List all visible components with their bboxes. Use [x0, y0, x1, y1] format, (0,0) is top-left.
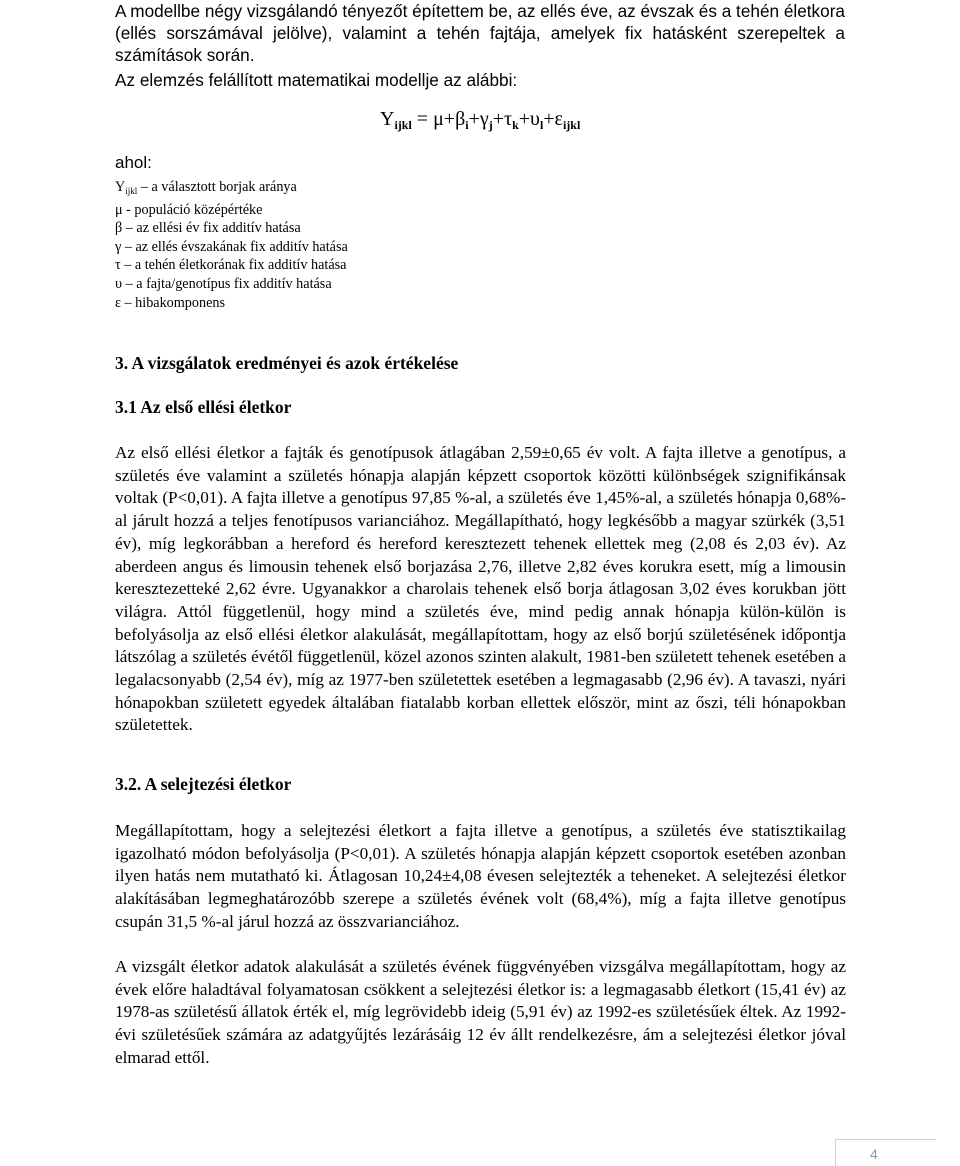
legend-item: γ – az ellés évszakának fix additív hatása: [115, 238, 348, 255]
formula-lhs: Y: [380, 108, 395, 130]
subsection-3-1-text: Az első ellési életkor a fajták és genotípusok átlagában 2,59±0,65 év volt. A fajta illetve a genotípus, a születés éve valamint a születés hónapja alapján képzett csoportok közötti különbségek szignifikánsak voltak (P<0,01). A fajta illetve a genotípus 97,85 %-al, a születés éve 1,45%-al, a születés hónapja 0,68%-al járult hozzá a teljes fenotípusos varianciához. Megállapítható, hogy legkésőbb a magyar szürkék (3,51 év), míg legkorábban a hereford és hereford keresztezett tehenek ellettek meg (2,08 és 2,03 év). Az aberdeen angus és limousin tehenek első borjazása 2,76, illetve 2,82 éves korukra esett, míg a limousin keresztezetteké 2,62 évre. Ugyanakkor a charolais tehenek első borja átlagosan 3,02 éves korukban jött világra. Attól függetlenül, hogy mind a születés éve, mind pedig annak hónapja külön-külön is befolyásolja az első ellési életkor alakulását, megállapítottam, hogy az első borjú születésének időpontja látszólag a születés évétől függetlenül, közel azonos szinten alakult, 1981-ben született tehenek esetében a legalacsonyabb (2,54 év), míg az 1977-ben születettek esetében a legmagasabb (2,96 év). A tavaszi, nyári hónapokban született egyedek általában fiatalabb korban ellettek először, mint az őszi, téli hónapokban születettek.: [115, 443, 846, 735]
legend-item: τ – a tehén életkorának fix additív hatása: [115, 257, 347, 274]
legend-item: μ - populáció középértéke: [115, 201, 263, 218]
subsection-3-2-paragraph: A vizsgált életkor adatok alakulását a születés évének függvényében vizsgálva megállapítottam, hogy az évek előre haladtával folyamatosan csökkent a selejtezési életkor is: a legmagasabb életkort (15,41 év) az 1978-as születésű állatok érték el, míg legrövidebb ideig (5,91 év) az 1992-es születésűek éltek. Az 1992-évi születésűek számára az adatgyűjtés lezárásáig 12 év állt rendelkezésre, ám a selejtezési életkor jóval elmarad ettől.: [115, 957, 846, 1067]
legend-item: υ – a fajta/genotípus fix additív hatása: [115, 275, 332, 292]
where-label: ahol:: [115, 153, 152, 172]
legend-item: ε – hibakomponens: [115, 294, 225, 311]
model-formula: $Y_{ijkl} = \mu+\beta_i+\gamma_j+\tau_k+\upsilon_l+\varepsilon_{ijkl}$: [380, 108, 581, 132]
subsection-3-2-paragraph: Megállapítottam, hogy a selejtezési életkort a fajta illetve a genotípus, a születés éve statisztikailag igazolható módon befolyásolja (P<0,01). A születés hónapja alapján képzett csoportok esetében azonban ilyen hatás nem mutatható ki. Átlagosan 10,24±4,08 évesen selejtezték a teheneket. A selejtezési életkor alakításában legmeghatározóbb szerepe a születés évének volt (68,4%), míg a fajta illetve genotípus csupán 31,5 %-al járul hozzá az összvarianciához.: [115, 821, 846, 931]
legend-item: $Y_{ijkl}$ – a választott borjak aránya: [115, 179, 297, 196]
subsection-heading: 3.2. A selejtezési életkor: [115, 774, 292, 794]
intro-paragraph: A modellbe négy vizsgálandó tényezőt építettem be, az ellés éve, az évszak és a tehén életkora (ellés sorszámával jelölve), valamint a tehén fajtája, amelyek fix hatásként szerepeltek a számítások során.: [115, 1, 845, 65]
model-lead-sentence: Az elemzés felállított matematikai modellje az alábbi:: [115, 70, 518, 90]
section-heading: 3. A vizsgálatok eredményei és azok értékelése: [115, 353, 459, 373]
intro-block: [115, 0, 845, 91]
subsection-heading: 3.1 Az első ellési életkor: [115, 397, 292, 417]
symbol-legend: [115, 178, 515, 312]
page-number-frame: [835, 1139, 936, 1166]
legend-item: β – az ellési év fix additív hatása: [115, 220, 301, 237]
page-number: 4: [870, 1146, 878, 1162]
